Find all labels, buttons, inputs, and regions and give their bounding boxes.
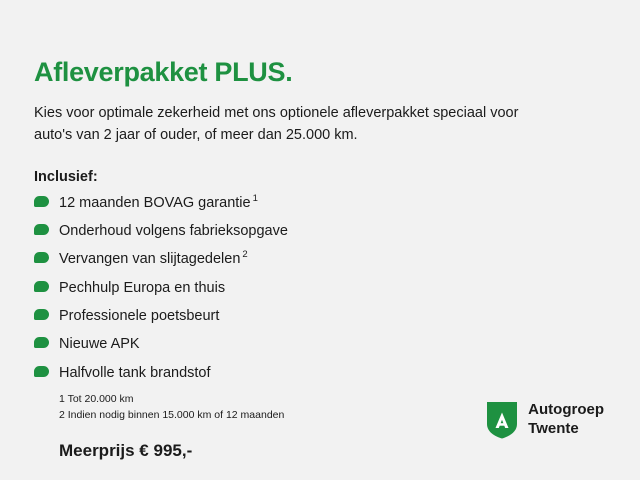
list-item [34,364,616,380]
list-item [34,194,616,210]
check-bullet-icon [34,224,49,235]
list-item-label: Vervangen van slijtagedelen [59,251,241,268]
list-item-label: Nieuwe APK [59,336,140,353]
list-item-label: Pechhulp Europa en thuis [59,279,226,296]
brand-logo-line1: Autogroep [528,401,604,419]
list-item-label: Professionele poetsbeurt [59,307,220,324]
list-item-label: Halfvolle tank brandstof [59,364,211,381]
page-title: Afleverpakket PLUS. [34,57,293,87]
shield-a-logo-icon [485,400,519,440]
list-item [34,222,616,238]
check-bullet-icon [34,281,49,292]
list-item [34,250,616,266]
inclusive-heading: Inclusief: [34,168,98,185]
list-item-footnote-marker: 1 [252,192,258,204]
list-item-label: 12 maanden BOVAG garantie [59,194,251,211]
check-bullet-icon [34,309,49,320]
price-label: Meerprijs € 995,- [59,441,193,461]
check-bullet-icon [34,366,49,377]
brand-logo-text [528,401,604,439]
list-item-label: Onderhoud volgens fabrieksopgave [59,222,288,239]
check-bullet-icon [34,252,49,263]
list-item [34,279,616,295]
brand-logo-line2: Twente [528,420,579,437]
intro-paragraph: Kies voor optimale zekerheid met ons optionele afleverpakket speciaal voor auto's van 2 jaar of ouder, of meer dan 25.000 km. [34,104,519,144]
list-item [34,335,616,351]
list-item [34,307,616,323]
brand-logo [485,400,604,440]
footnote: 2 Indien nodig binnen 15.000 km of 12 maanden [59,408,285,421]
list-item-footnote-marker: 2 [242,249,248,261]
footnote: 1 Tot 20.000 km [59,392,134,405]
check-bullet-icon [34,196,49,207]
check-bullet-icon [34,337,49,348]
inclusive-list [34,194,616,380]
